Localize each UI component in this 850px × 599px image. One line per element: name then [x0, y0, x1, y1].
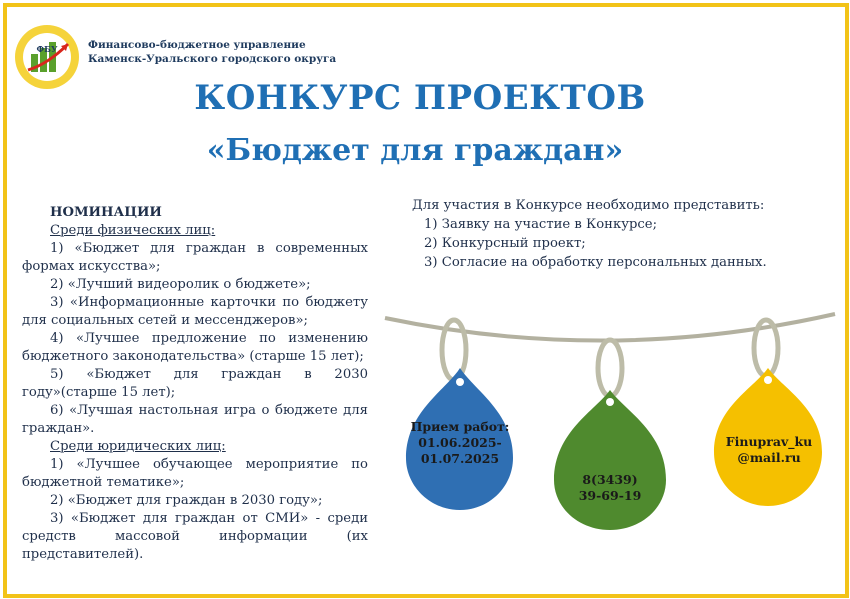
email-line-1[interactable]: Finuprav_ku — [725, 434, 813, 449]
tag-loop — [598, 340, 622, 396]
nomination-item: 1) «Бюджет для граждан в современных формах искусства»; — [22, 241, 368, 274]
logo-text: ФБУ — [36, 44, 58, 54]
organization-name — [88, 38, 336, 66]
nomination-item: 5) «Бюджет для граждан в 2030 году»(старше 15 лет); — [22, 367, 368, 400]
requirement-item: 2) Конкурсный проект; — [424, 236, 586, 251]
phone-tag — [554, 390, 666, 530]
page-title: КОНКУРС ПРОЕКТОВ — [194, 78, 646, 118]
legal-heading: Среди юридических лиц: — [50, 439, 226, 454]
nomination-item: 2) «Бюджет для граждан в 2030 году»; — [50, 493, 323, 508]
nomination-item: 6) «Лучшая настольная игра о бюджете для граждан». — [22, 403, 368, 436]
dates-tag-text — [408, 419, 512, 467]
nomination-item: 1) «Лучшее обучающее мероприятие по бюджетной тематике»; — [22, 457, 368, 490]
requirement-item: 3) Согласие на обработку персональных данных. — [424, 255, 767, 270]
nomination-item: 4) «Лучшее предложение по изменению бюджетного законодательства» (старше 15 лет); — [22, 331, 368, 364]
email-tag-text — [718, 434, 820, 466]
nominations-section — [22, 204, 368, 564]
phone-tag-text — [556, 472, 664, 504]
nominations-heading: НОМИНАЦИИ — [50, 205, 162, 220]
nomination-item: 3) «Информационные карточки по бюджету для социальных сетей и мессенджеров»; — [22, 295, 368, 328]
phone-line-2: 39-69-19 — [578, 488, 642, 503]
individuals-heading: Среди физических лиц: — [50, 223, 216, 238]
org-line-1: Финансово-бюджетное управление — [88, 39, 306, 51]
requirements-section — [412, 196, 832, 272]
email-line-2[interactable]: @mail.ru — [737, 450, 801, 465]
dates-value: 01.06.2025-01.07.2025 — [418, 435, 502, 466]
page-subtitle: «Бюджет для граждан» — [206, 133, 624, 168]
dates-label: Прием работ: — [410, 419, 510, 434]
nomination-item: 2) «Лучший видеоролик о бюджете»; — [50, 277, 311, 292]
requirements-heading: Для участия в Конкурсе необходимо представить: — [412, 198, 765, 213]
nomination-item: 3) «Бюджет для граждан от СМИ» - среди средств массовой информации (их представителей). — [22, 511, 368, 562]
phone-line-1: 8(3439) — [582, 472, 638, 487]
org-line-2: Каменск-Уральского городского округа — [88, 53, 337, 65]
requirement-item: 1) Заявку на участие в Конкурсе; — [424, 217, 658, 232]
